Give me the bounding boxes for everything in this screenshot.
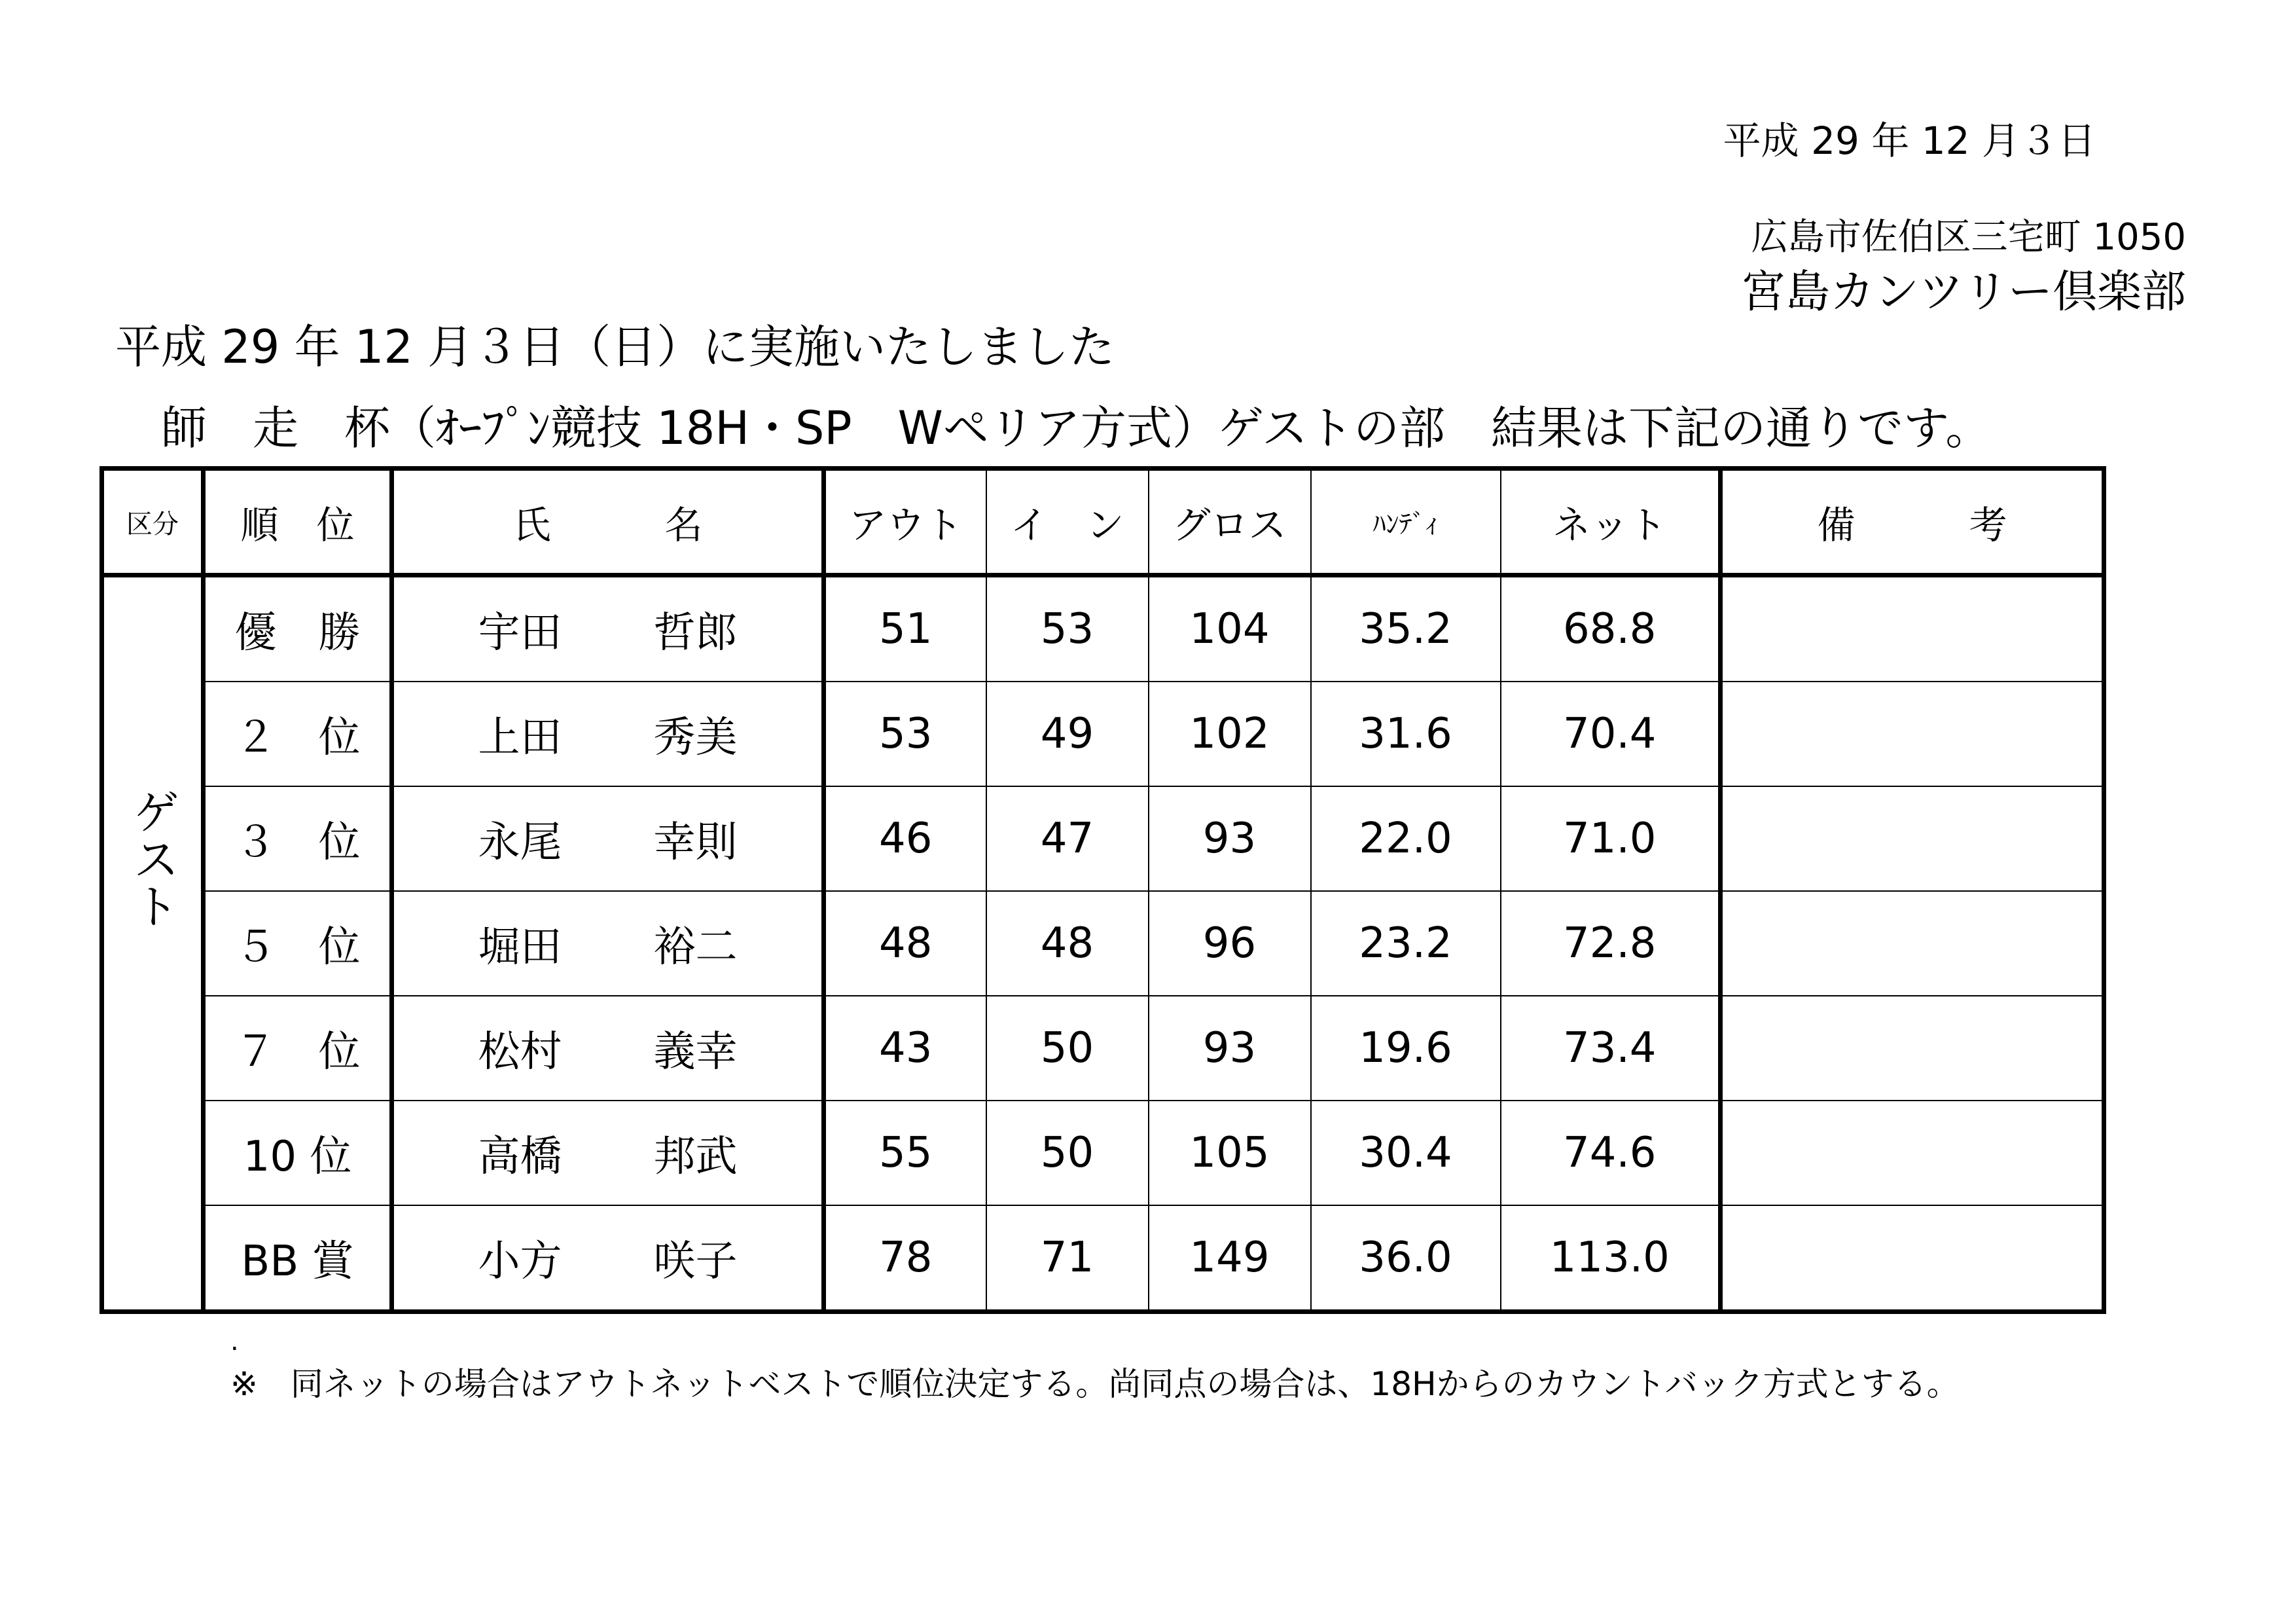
results-table <box>99 466 2106 1314</box>
given-name: 哲郎 <box>653 609 738 657</box>
rank-cell: ３ 位 <box>204 786 392 891</box>
out-score-cell: 55 <box>824 1101 986 1205</box>
name-cell <box>392 575 824 682</box>
family-name: 松村 <box>478 1028 562 1076</box>
family-name: 高橋 <box>478 1133 562 1181</box>
name-cell <box>392 1101 824 1205</box>
family-name: 小方 <box>478 1237 562 1286</box>
out-score-cell: 48 <box>824 891 986 996</box>
header-in: イ ン <box>986 469 1149 575</box>
net-score-cell: 74.6 <box>1501 1101 1721 1205</box>
in-score-cell: 50 <box>986 996 1149 1101</box>
club-address: 広島市佐伯区三宅町 1050 <box>1751 216 2186 259</box>
given-name: 義幸 <box>653 1028 738 1076</box>
category-cell: ゲスト <box>102 575 204 1312</box>
given-name: 邦武 <box>653 1133 738 1181</box>
name-cell <box>392 1205 824 1312</box>
gross-score-cell: 96 <box>1149 891 1311 996</box>
header-row <box>102 469 2104 575</box>
remarks-cell <box>1721 996 2104 1101</box>
handicap-cell: 30.4 <box>1311 1101 1501 1205</box>
out-score-cell: 46 <box>824 786 986 891</box>
given-name: 裕二 <box>653 923 738 972</box>
gross-score-cell: 104 <box>1149 575 1311 682</box>
rank-cell: 10 位 <box>204 1101 392 1205</box>
net-score-cell: 68.8 <box>1501 575 1721 682</box>
handicap-cell: 36.0 <box>1311 1205 1501 1312</box>
in-score-cell: 47 <box>986 786 1149 891</box>
table-row <box>102 1205 2104 1312</box>
gross-score-cell: 149 <box>1149 1205 1311 1312</box>
header-handicap: ﾊﾝﾃﾞｨ <box>1311 469 1501 575</box>
net-score-cell: 72.8 <box>1501 891 1721 996</box>
family-name: 上田 <box>478 714 562 762</box>
given-name: 秀美 <box>653 714 738 762</box>
name-cell <box>392 786 824 891</box>
header-remarks: 備 考 <box>1721 469 2104 575</box>
remarks-cell <box>1721 682 2104 786</box>
handicap-cell: 31.6 <box>1311 682 1501 786</box>
in-score-cell: 50 <box>986 1101 1149 1205</box>
header-net: ネット <box>1501 469 1721 575</box>
handicap-cell: 23.2 <box>1311 891 1501 996</box>
header-out: アウト <box>824 469 986 575</box>
out-score-cell: 78 <box>824 1205 986 1312</box>
net-score-cell: 73.4 <box>1501 996 1721 1101</box>
out-score-cell: 43 <box>824 996 986 1101</box>
in-score-cell: 48 <box>986 891 1149 996</box>
table-row <box>102 891 2104 996</box>
header-category: 区分 <box>102 469 204 575</box>
net-score-cell: 113.0 <box>1501 1205 1721 1312</box>
results-table-header <box>102 469 2104 575</box>
header-gross: グロス <box>1149 469 1311 575</box>
remarks-cell <box>1721 1205 2104 1312</box>
intro-title-line: 師 走 杯（ｵｰﾌﾟﾝ競技 18H・SP Wペリア方式）ゲストの部 結果は下記の通りです。 <box>161 401 1992 455</box>
intro-date-line: 平成 29 年 12 月３日（日）に実施いたしました <box>115 320 1115 374</box>
gross-score-cell: 102 <box>1149 682 1311 786</box>
given-name: 幸則 <box>653 818 738 867</box>
remarks-cell <box>1721 786 2104 891</box>
remarks-cell <box>1721 891 2104 996</box>
name-cell <box>392 682 824 786</box>
rank-cell: 優 勝 <box>204 575 392 682</box>
header-name: 氏 名 <box>392 469 824 575</box>
table-row <box>102 575 2104 682</box>
remarks-cell <box>1721 1101 2104 1205</box>
name-cell <box>392 891 824 996</box>
handicap-cell: 19.6 <box>1311 996 1501 1101</box>
gross-score-cell: 93 <box>1149 996 1311 1101</box>
handicap-cell: 35.2 <box>1311 575 1501 682</box>
results-table-body <box>102 575 2104 1312</box>
rank-cell: ７ 位 <box>204 996 392 1101</box>
remarks-cell <box>1721 575 2104 682</box>
in-score-cell: 71 <box>986 1205 1149 1312</box>
out-score-cell: 53 <box>824 682 986 786</box>
net-score-cell: 70.4 <box>1501 682 1721 786</box>
table-row <box>102 996 2104 1101</box>
gross-score-cell: 105 <box>1149 1101 1311 1205</box>
in-score-cell: 49 <box>986 682 1149 786</box>
net-score-cell: 71.0 <box>1501 786 1721 891</box>
rank-cell: BB 賞 <box>204 1205 392 1312</box>
handicap-cell: 22.0 <box>1311 786 1501 891</box>
table-row <box>102 682 2104 786</box>
club-name: 宮島カンツリー倶楽部 <box>1740 266 2186 318</box>
out-score-cell: 51 <box>824 575 986 682</box>
family-name: 堀田 <box>478 923 562 972</box>
family-name: 宇田 <box>478 609 562 657</box>
footnote: ※ 同ネットの場合はアウトネットベストで順位決定する。尚同点の場合は、18Hからのカウントバック方式とする。 <box>230 1365 1960 1403</box>
given-name: 咲子 <box>653 1237 738 1286</box>
name-cell <box>392 996 824 1101</box>
table-row <box>102 786 2104 891</box>
header-rank: 順 位 <box>204 469 392 575</box>
in-score-cell: 53 <box>986 575 1149 682</box>
rank-cell: ５ 位 <box>204 891 392 996</box>
family-name: 永尾 <box>478 818 562 867</box>
rank-cell: ２ 位 <box>204 682 392 786</box>
table-row <box>102 1101 2104 1205</box>
gross-score-cell: 93 <box>1149 786 1311 891</box>
document-date: 平成 29 年 12 月３日 <box>1723 119 2096 163</box>
footnote-dot: . <box>230 1326 239 1357</box>
